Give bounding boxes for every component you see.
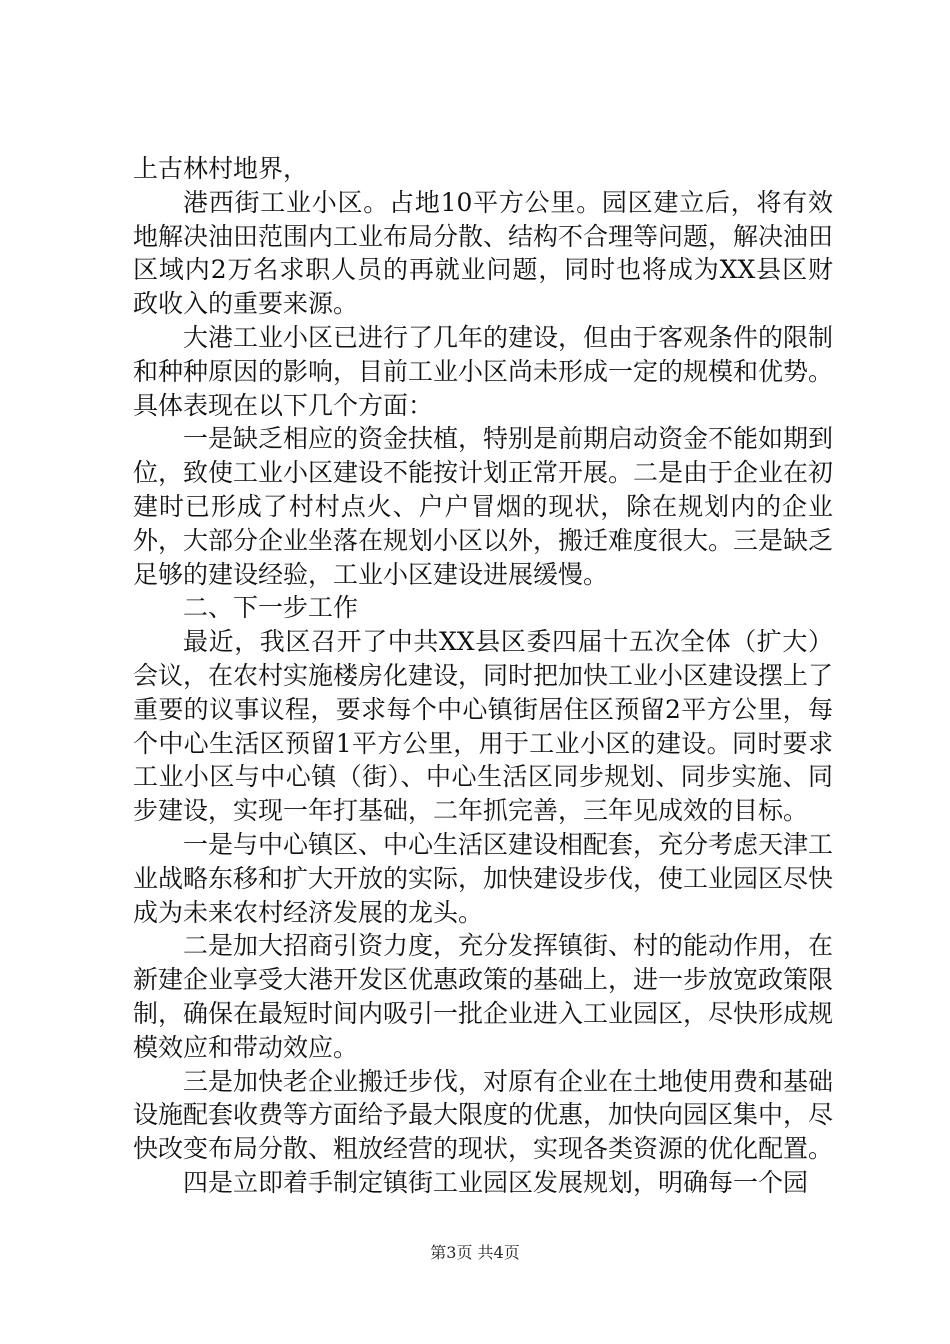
paragraph-problems: 一是缺乏相应的资金扶植，特别是前期启动资金不能如期到位，致使工业小区建设不能按计划正常开展。二是由于企业在初建时已形成了村村点火、户户冒烟的现状，除在规划内的企业外，大部分企业坐落在规划小区以外，搬迁难度很大。三是缺乏足够的建设经验，工业小区建设进展缓慢。	[133, 424, 834, 589]
paragraph-gangxi-industrial-zone: 港西街工业小区。占地10平方公里。园区建立后，将有效地解决油田范围内工业布局分散、结构不合理等问题，解决油田区域内2万名求职人员的再就业问题，同时也将成为XX县区财政收入的重要来源。	[133, 187, 834, 319]
paragraph-point-two: 二是加大招商引资力度，充分发挥镇街、村的能动作用，在新建企业享受大港开发区优惠政策的基础上，进一步放宽政策限制，确保在最短时间内吸引一批企业进入工业园区，尽快形成规模效应和带动效应。	[133, 931, 834, 1062]
paragraph-continuation: 上古林村地界，	[133, 154, 309, 183]
page-number-footer: 第3页 共4页	[430, 1243, 520, 1262]
paragraph-recent-meeting: 最近，我区召开了中共XX县区委四届十五次全体（扩大）会议，在农村实施楼房化建设，同时把加快工业小区建设摆上了重要的议事议程，要求每个中心镇街居住区预留2平方公里，每个中心生活区预留1平方公里，用于工业小区的建设。同时要求工业小区与中心镇（街）、中心生活区同步规划、同步实施、同步建设，实现一年打基础，二年抓完善，三年见成效的目标。	[133, 627, 834, 826]
document-body	[133, 152, 833, 1200]
paragraph-dagang-status: 大港工业小区已进行了几年的建设，但由于客观条件的限制和种种原因的影响，目前工业小区尚未形成一定的规模和优势。具体表现在以下几个方面：	[133, 322, 834, 420]
paragraph-point-four: 四是立即着手制定镇街工业园区发展规划，明确每一个园	[183, 1167, 809, 1197]
paragraph-point-one: 一是与中心镇区、中心生活区建设相配套，充分考虑天津工业战略东移和扩大开放的实际，加快建设步伐，使工业园区尽快成为未来农村经济发展的龙头。	[133, 829, 834, 927]
section-heading-next-steps: 二、下一步工作	[183, 593, 359, 623]
paragraph-point-three: 三是加快老企业搬迁步伐，对原有企业在土地使用费和基础设施配套收费等方面给予最大限度的优惠，加快向园区集中，尽快改变布局分散、粗放经营的现状，实现各类资源的优化配置。	[133, 1066, 834, 1164]
